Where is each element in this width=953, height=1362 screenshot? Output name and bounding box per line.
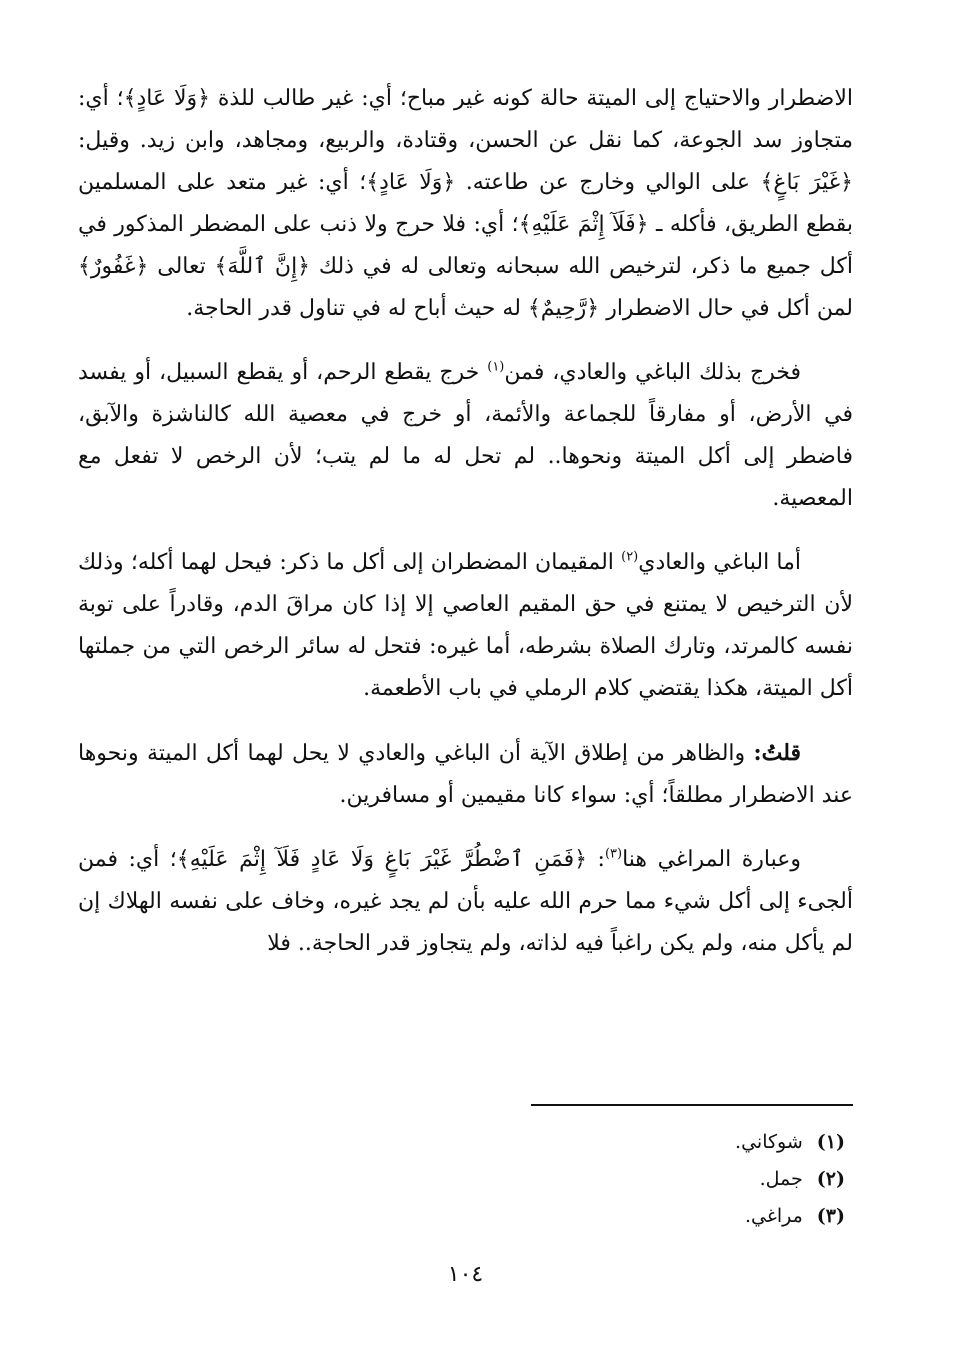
paragraph-3 bbox=[78, 542, 853, 710]
footnote-text: مراغي. bbox=[745, 1205, 803, 1227]
lead-word: قلتُ: bbox=[753, 740, 801, 766]
text-run: ؛ أي: فلا حرج ولا ذنب على المضطر المذكور في أكل جميع ما ذكر، لترخيص الله سبحانه وتعالى له في ذلك bbox=[78, 212, 853, 279]
quran-quote: ﴿وَلَا عَادٍ﴾ bbox=[366, 170, 456, 195]
text-run: تعالى bbox=[148, 254, 215, 279]
footnote-text: جمل. bbox=[759, 1168, 803, 1190]
text-run: وعبارة المراغي هنا bbox=[622, 847, 801, 872]
footnote-item bbox=[78, 1161, 853, 1198]
text-run: ؛ أي: متجاوز سد الجوعة، كما نقل عن الحسن، وقتادة، والربيع، ومجاهد، وابن زيد. وقيل: bbox=[78, 86, 853, 153]
text-run: على الوالي وخارج عن طاعته. bbox=[455, 170, 761, 195]
book-page bbox=[78, 78, 853, 1338]
quran-quote: ﴿غَيْرَ بَاغٍ﴾ bbox=[760, 170, 853, 195]
footnote-ref-2[interactable]: (٢) bbox=[621, 549, 639, 565]
footnote-text: شوكاني. bbox=[735, 1131, 803, 1153]
footnote-item bbox=[78, 1124, 853, 1161]
text-run: : bbox=[587, 847, 605, 872]
text-run: له حيث أباح له في تناول قدر الحاجة. bbox=[186, 296, 528, 321]
footnote-number: (٢) bbox=[816, 1168, 845, 1190]
page-number: ١٠٤ bbox=[447, 1262, 484, 1287]
text-run: لمن أكل في حال الاضطرار bbox=[599, 296, 853, 321]
text-run: ؛ أي: غير متعد على المسلمين بقطع الطريق، فأكله ـ bbox=[78, 170, 853, 237]
quran-quote: ﴿وَلَا عَادٍ﴾ bbox=[123, 86, 211, 111]
text-run: المقيمان المضطران إلى أكل ما ذكر: فيحل لهما أكله؛ وذلك لأن الترخيص لا يمتنع في حق المقيم العاصي إلا إذا كان مراقَ الدم، وقادراً على توبة نفسه كالمرتد، وتارك الصلاة بشرطه، أما غيره: فتحل له سائر الرخص التي من جملتها أكل الميتة، هكذا يقتضي كلام الرملي في باب الأطعمة. bbox=[78, 550, 853, 701]
footnote-number: (١) bbox=[816, 1131, 845, 1153]
footnote-ref-1[interactable]: (١) bbox=[487, 359, 505, 375]
footnote-item bbox=[78, 1198, 853, 1235]
text-run: الاضطرار والاحتياج إلى الميتة حالة كونه غير مباح؛ أي: غير طالب للذة bbox=[210, 86, 854, 111]
quran-quote: ﴿غَفُورٌ﴾ bbox=[78, 254, 149, 279]
text-run: فخرج بذلك الباغي والعادي، فمن bbox=[504, 360, 801, 385]
text-run: أما الباغي والعادي bbox=[638, 550, 801, 575]
text-run: خرج يقطع الرحم، أو يقطع السبيل، أو يفسد في الأرض، أو مفارقاً للجماعة والأئمة، أو خرج في معصية الله كالناشزة والآبق، فاضطر إلى أكل الميتة ونحوها.. لم تحل له ما لم يتب؛ لأن الرخص لا تفعل مع المعصية. bbox=[78, 360, 853, 511]
paragraph-2 bbox=[78, 352, 853, 520]
quran-quote: ﴿رَّحِيمٌ﴾ bbox=[527, 296, 600, 321]
footnote-separator bbox=[531, 1104, 853, 1106]
text-run: ؛ أي: فمن ألجىء إلى أكل شيء مما حرم الله عليه بأن لم يجد غيره، وخاف على نفسه الهلاك إن لم يأكل منه، ولم يكن راغباً فيه لذاته، ولم يتجاوز قدر الحاجة.. فلا bbox=[78, 847, 853, 956]
paragraph-5 bbox=[78, 839, 853, 965]
quran-quote: ﴿فَمَنِ ٱضْطُرَّ غَيْرَ بَاغٍ وَلَا عَادٍ فَلَآ إِثْمَ عَلَيْهِ﴾ bbox=[176, 847, 587, 872]
paragraph-1 bbox=[78, 78, 853, 330]
text-run: والظاهر من إطلاق الآية أن الباغي والعادي لا يحل لهما أكل الميتة ونحوها عند الاضطرار مطلقاً؛ أي: سواء كانا مقيمين أو مسافرين. bbox=[78, 741, 853, 808]
paragraph-4 bbox=[78, 732, 853, 817]
footnote-ref-3[interactable]: (٣) bbox=[604, 846, 623, 862]
footnote-list bbox=[78, 1124, 853, 1235]
quran-quote: ﴿فَلَآ إِثْمَ عَلَيْهِ﴾ bbox=[518, 212, 649, 237]
footnote-number: (٣) bbox=[816, 1205, 845, 1227]
quran-quote: ﴿إِنَّ ٱللَّهَ﴾ bbox=[214, 254, 311, 279]
